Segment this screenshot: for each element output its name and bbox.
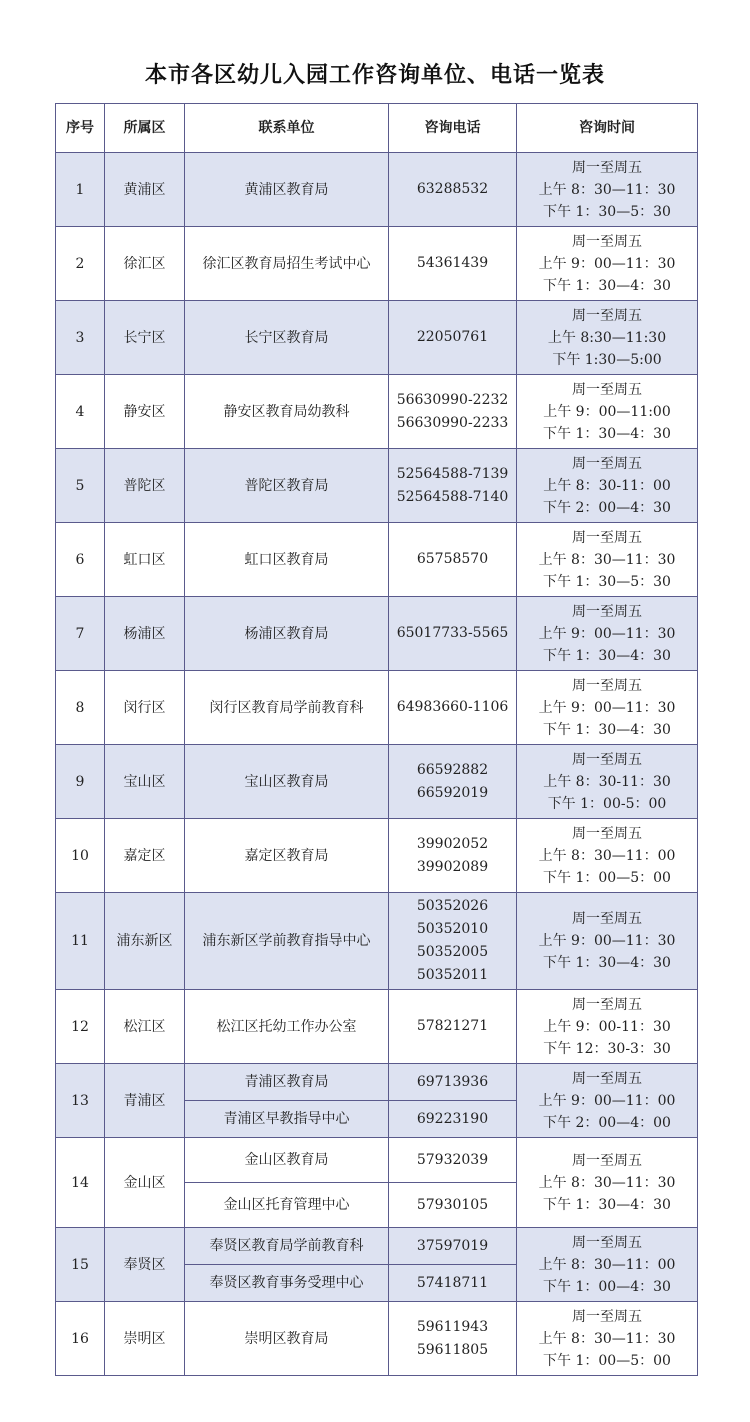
row-number: 11 bbox=[56, 893, 105, 990]
phone-number: 56630990-2232 bbox=[396, 391, 509, 408]
district-name: 黄浦区 bbox=[105, 153, 185, 227]
consult-time bbox=[517, 990, 698, 1064]
time-line: 下午 1：00—5：00 bbox=[543, 1352, 671, 1369]
district-name: 长宁区 bbox=[105, 301, 185, 375]
consult-time bbox=[517, 1064, 698, 1138]
phone-number: 65758570 bbox=[416, 551, 489, 567]
consult-time bbox=[517, 153, 698, 227]
header-no: 序号 bbox=[56, 104, 105, 153]
contact-unit: 长宁区教育局 bbox=[185, 301, 389, 375]
table-row bbox=[56, 597, 698, 671]
table-row bbox=[56, 1064, 698, 1101]
phone-numbers bbox=[389, 1265, 517, 1302]
phone-numbers bbox=[389, 301, 517, 375]
time-line: 上午 9：00—11：30 bbox=[538, 699, 676, 716]
phone-number: 52564588-7139 bbox=[396, 465, 509, 482]
contact-unit: 奉贤区教育局学前教育科 bbox=[185, 1228, 389, 1265]
contact-unit: 浦东新区学前教育指导中心 bbox=[185, 893, 389, 990]
row-number: 4 bbox=[56, 375, 105, 449]
consult-time bbox=[517, 301, 698, 375]
table-body bbox=[56, 153, 698, 1376]
consult-time bbox=[517, 1302, 698, 1376]
row-number: 10 bbox=[56, 819, 105, 893]
district-name: 金山区 bbox=[105, 1138, 185, 1228]
header-district: 所属区 bbox=[105, 104, 185, 153]
header-phone: 咨询电话 bbox=[389, 104, 517, 153]
row-number: 7 bbox=[56, 597, 105, 671]
time-line: 上午 8：30—11：00 bbox=[538, 847, 676, 864]
phone-numbers bbox=[389, 1302, 517, 1376]
phone-numbers bbox=[389, 671, 517, 745]
phone-numbers bbox=[389, 153, 517, 227]
time-line: 周一至周五 bbox=[572, 529, 642, 546]
consult-time bbox=[517, 523, 698, 597]
phone-numbers bbox=[389, 375, 517, 449]
phone-numbers bbox=[389, 745, 517, 819]
consultation-table bbox=[55, 103, 698, 1376]
time-line: 下午 1：30—4：30 bbox=[543, 1196, 671, 1213]
phone-number: 69223190 bbox=[416, 1110, 489, 1127]
row-number: 6 bbox=[56, 523, 105, 597]
time-line: 下午 1：30—5：30 bbox=[543, 203, 671, 220]
time-line: 下午 1：30—4：30 bbox=[543, 721, 671, 738]
district-name: 浦东新区 bbox=[105, 893, 185, 990]
phone-numbers bbox=[389, 990, 517, 1064]
phone-number: 66592882 bbox=[416, 761, 489, 778]
time-line: 周一至周五 bbox=[572, 233, 642, 250]
table-row bbox=[56, 1138, 698, 1183]
phone-number: 59611805 bbox=[416, 1341, 489, 1358]
time-line: 上午 8：30—11：00 bbox=[538, 1256, 676, 1273]
table-row bbox=[56, 153, 698, 227]
row-number: 1 bbox=[56, 153, 105, 227]
phone-numbers bbox=[389, 597, 517, 671]
table-row bbox=[56, 893, 698, 990]
table-row bbox=[56, 523, 698, 597]
phone-numbers bbox=[389, 1101, 517, 1138]
time-line: 周一至周五 bbox=[572, 825, 642, 842]
district-name: 闵行区 bbox=[105, 671, 185, 745]
time-line: 上午 8：30—11：30 bbox=[538, 1174, 676, 1191]
contact-unit: 青浦区早教指导中心 bbox=[185, 1101, 389, 1138]
phone-number: 50352005 bbox=[416, 944, 489, 960]
district-name: 静安区 bbox=[105, 375, 185, 449]
phone-number: 39902089 bbox=[416, 858, 489, 875]
time-line: 下午 1：30—4：30 bbox=[543, 425, 671, 442]
time-line: 上午 9：00—11：30 bbox=[538, 933, 676, 949]
phone-numbers bbox=[389, 1064, 517, 1101]
phone-number: 59611943 bbox=[416, 1318, 489, 1335]
time-line: 下午 2：00—4：00 bbox=[543, 1114, 671, 1131]
district-name: 宝山区 bbox=[105, 745, 185, 819]
contact-unit: 虹口区教育局 bbox=[185, 523, 389, 597]
table-row bbox=[56, 227, 698, 301]
consult-time bbox=[517, 449, 698, 523]
time-line: 周一至周五 bbox=[572, 159, 642, 176]
table-row bbox=[56, 301, 698, 375]
phone-number: 63288532 bbox=[416, 181, 489, 197]
phone-numbers bbox=[389, 449, 517, 523]
table-header-row bbox=[56, 104, 698, 153]
district-name: 杨浦区 bbox=[105, 597, 185, 671]
time-line: 周一至周五 bbox=[572, 1234, 642, 1251]
time-line: 下午 1:30—5:00 bbox=[552, 351, 662, 368]
district-name: 虹口区 bbox=[105, 523, 185, 597]
time-line: 上午 8：30—11：30 bbox=[538, 551, 676, 568]
phone-numbers bbox=[389, 893, 517, 990]
phone-numbers bbox=[389, 819, 517, 893]
time-line: 上午 8:30—11:30 bbox=[547, 329, 667, 346]
contact-unit: 宝山区教育局 bbox=[185, 745, 389, 819]
contact-unit: 徐汇区教育局招生考试中心 bbox=[185, 227, 389, 301]
header-unit: 联系单位 bbox=[185, 104, 389, 153]
time-line: 周一至周五 bbox=[572, 381, 642, 398]
table-row bbox=[56, 1228, 698, 1265]
phone-number: 66592019 bbox=[416, 784, 489, 801]
header-time: 咨询时间 bbox=[517, 104, 698, 153]
phone-numbers bbox=[389, 227, 517, 301]
phone-numbers bbox=[389, 1183, 517, 1228]
row-number: 3 bbox=[56, 301, 105, 375]
time-line: 上午 9：00-11：30 bbox=[543, 1018, 671, 1035]
time-line: 上午 8：30-11：30 bbox=[543, 773, 671, 790]
time-line: 周一至周五 bbox=[572, 455, 642, 472]
phone-number: 69713936 bbox=[416, 1073, 489, 1090]
phone-numbers bbox=[389, 523, 517, 597]
table-row bbox=[56, 990, 698, 1064]
time-line: 上午 8：30-11：00 bbox=[543, 477, 671, 494]
phone-number: 65017733-5565 bbox=[396, 625, 509, 641]
time-line: 下午 1：30—4：30 bbox=[543, 955, 671, 971]
phone-number: 22050761 bbox=[416, 329, 489, 345]
phone-number: 57821271 bbox=[416, 1018, 489, 1034]
row-number: 15 bbox=[56, 1228, 105, 1302]
time-line: 下午 1：00—4：30 bbox=[543, 1278, 671, 1295]
time-line: 下午 1：30—4：30 bbox=[543, 647, 671, 664]
time-line: 上午 8：30—11：30 bbox=[538, 181, 676, 198]
time-line: 下午 1：00—5：00 bbox=[543, 869, 671, 886]
row-number: 9 bbox=[56, 745, 105, 819]
phone-number: 52564588-7140 bbox=[396, 488, 509, 505]
table-row bbox=[56, 745, 698, 819]
contact-unit: 嘉定区教育局 bbox=[185, 819, 389, 893]
phone-number: 54361439 bbox=[416, 255, 489, 271]
phone-number: 56630990-2233 bbox=[396, 414, 509, 431]
contact-unit: 普陀区教育局 bbox=[185, 449, 389, 523]
consult-time bbox=[517, 893, 698, 990]
consult-time bbox=[517, 671, 698, 745]
row-number: 14 bbox=[56, 1138, 105, 1228]
district-name: 普陀区 bbox=[105, 449, 185, 523]
phone-number: 50352010 bbox=[416, 921, 489, 937]
consult-time bbox=[517, 1138, 698, 1228]
phone-numbers bbox=[389, 1228, 517, 1265]
time-line: 周一至周五 bbox=[572, 751, 642, 768]
time-line: 周一至周五 bbox=[572, 1152, 642, 1169]
row-number: 8 bbox=[56, 671, 105, 745]
contact-unit: 金山区教育局 bbox=[185, 1138, 389, 1183]
time-line: 周一至周五 bbox=[572, 603, 642, 620]
time-line: 周一至周五 bbox=[572, 1308, 642, 1325]
contact-unit: 金山区托育管理中心 bbox=[185, 1183, 389, 1228]
phone-number: 57932039 bbox=[416, 1151, 489, 1168]
phone-number: 50352026 bbox=[416, 898, 489, 914]
time-line: 下午 12：30-3：30 bbox=[543, 1040, 671, 1057]
district-name: 青浦区 bbox=[105, 1064, 185, 1138]
contact-unit: 静安区教育局幼教科 bbox=[185, 375, 389, 449]
time-line: 下午 1：30—5：30 bbox=[543, 573, 671, 590]
time-line: 周一至周五 bbox=[572, 677, 642, 694]
row-number: 13 bbox=[56, 1064, 105, 1138]
consult-time bbox=[517, 745, 698, 819]
time-line: 上午 8：30—11：30 bbox=[538, 1330, 676, 1347]
time-line: 周一至周五 bbox=[572, 996, 642, 1013]
time-line: 上午 9：00—11：00 bbox=[538, 1092, 676, 1109]
row-number: 16 bbox=[56, 1302, 105, 1376]
district-name: 松江区 bbox=[105, 990, 185, 1064]
contact-unit: 松江区托幼工作办公室 bbox=[185, 990, 389, 1064]
time-line: 上午 9：00—11：30 bbox=[538, 255, 676, 272]
time-line: 上午 9：00—11:00 bbox=[543, 403, 671, 420]
consult-time bbox=[517, 819, 698, 893]
district-name: 奉贤区 bbox=[105, 1228, 185, 1302]
district-name: 嘉定区 bbox=[105, 819, 185, 893]
contact-unit: 杨浦区教育局 bbox=[185, 597, 389, 671]
time-line: 下午 2：00—4：30 bbox=[543, 499, 671, 516]
time-line: 周一至周五 bbox=[572, 911, 642, 927]
phone-numbers bbox=[389, 1138, 517, 1183]
contact-unit: 青浦区教育局 bbox=[185, 1064, 389, 1101]
table-row bbox=[56, 375, 698, 449]
district-name: 徐汇区 bbox=[105, 227, 185, 301]
table-row bbox=[56, 1302, 698, 1376]
time-line: 周一至周五 bbox=[572, 1070, 642, 1087]
phone-number: 64983660-1106 bbox=[396, 699, 509, 715]
row-number: 5 bbox=[56, 449, 105, 523]
time-line: 周一至周五 bbox=[572, 307, 642, 324]
contact-unit: 奉贤区教育事务受理中心 bbox=[185, 1265, 389, 1302]
consult-time bbox=[517, 597, 698, 671]
row-number: 2 bbox=[56, 227, 105, 301]
row-number: 12 bbox=[56, 990, 105, 1064]
time-line: 下午 1：30—4：30 bbox=[543, 277, 671, 294]
phone-number: 37597019 bbox=[416, 1237, 489, 1254]
consult-time bbox=[517, 1228, 698, 1302]
page-title: 本市各区幼儿入园工作咨询单位、电话一览表 bbox=[144, 63, 605, 88]
contact-unit: 崇明区教育局 bbox=[185, 1302, 389, 1376]
table-row bbox=[56, 819, 698, 893]
time-line: 下午 1：00-5：00 bbox=[547, 795, 667, 812]
contact-unit: 黄浦区教育局 bbox=[185, 153, 389, 227]
phone-number: 39902052 bbox=[416, 835, 489, 852]
district-name: 崇明区 bbox=[105, 1302, 185, 1376]
phone-number: 50352011 bbox=[416, 967, 489, 983]
phone-number: 57930105 bbox=[416, 1196, 489, 1213]
contact-unit: 闵行区教育局学前教育科 bbox=[185, 671, 389, 745]
phone-number: 57418711 bbox=[416, 1274, 489, 1291]
consult-time bbox=[517, 227, 698, 301]
time-line: 上午 9：00—11：30 bbox=[538, 625, 676, 642]
consult-time bbox=[517, 375, 698, 449]
table-row bbox=[56, 449, 698, 523]
table-row bbox=[56, 671, 698, 745]
